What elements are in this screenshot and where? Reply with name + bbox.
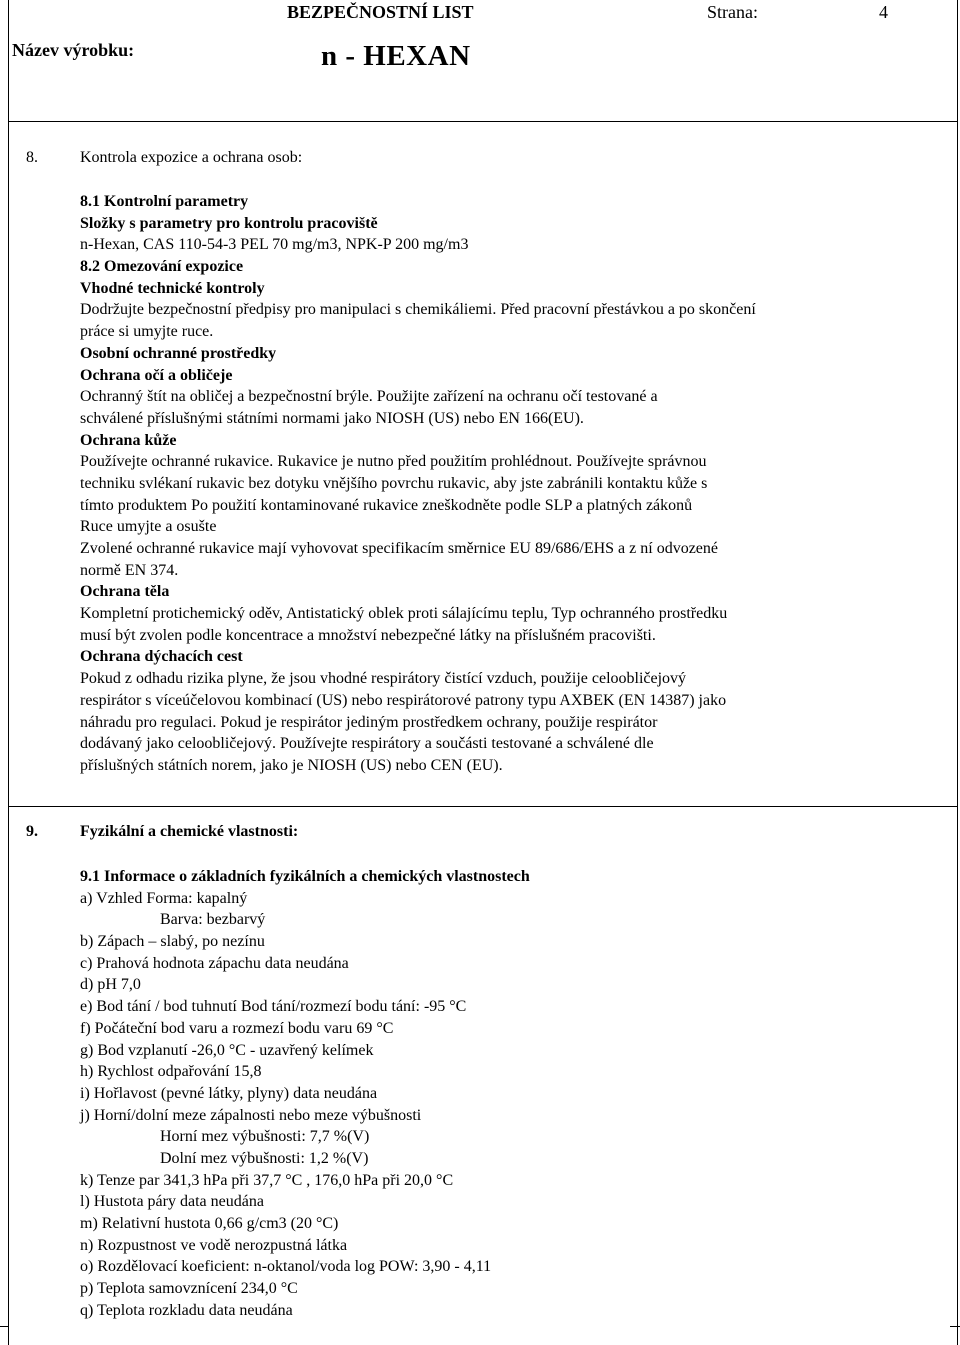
subheading-line: 8.2 Omezování expozice (80, 258, 244, 276)
text-line: k) Tenze par 341,3 hPa při 37,7 °C , 176,0 hPa při 20,0 °C (80, 1171, 454, 1189)
text-line: Používejte ochranné rukavice. Rukavice je nutno před použitím prohlédnout. Používejte správnou (80, 453, 707, 471)
section9-body (80, 866, 860, 1321)
section9-number: 9. (26, 823, 38, 840)
document-title: BEZPEČNOSTNÍ LIST (287, 2, 474, 22)
subheading-line: Složky s parametry pro kontrolu pracoviště (80, 214, 378, 232)
text-line: i) Hořlavost (pevné látky, plyny) data neudána (80, 1084, 378, 1102)
section9-title: Fyzikální a chemické vlastnosti: (80, 823, 299, 840)
subheading-line: Ochrana těla (80, 583, 170, 601)
text-line: j) Horní/dolní meze zápalnosti nebo meze výbušnosti (80, 1106, 422, 1124)
text-line: Ruce umyjte a osušte (80, 518, 217, 536)
text-line: n-Hexan, CAS 110-54-3 PEL 70 mg/m3, NPK-P 200 mg/m3 (80, 236, 469, 254)
subheading-line: Ochrana očí a obličeje (80, 366, 233, 384)
footer-tick-right (950, 1326, 960, 1327)
section8-divider (8, 806, 958, 807)
header-divider (8, 121, 958, 122)
text-line: tímto produktem Po použití kontaminované rukavice zneškodněte podle SLP a platných zákonů (80, 496, 693, 514)
text-line: respirátor s víceúčelovou kombinací (US) nebo respirátorové patrony typu AXBEK (EN 14387) jako (80, 691, 727, 709)
text-line: musí být zvolen podle koncentrace a množství nebezpečné látky na příslušném pracovišti. (80, 626, 656, 644)
text-line: techniku svlékaní rukavic bez dotyku vnějšího povrchu rukavic, aby jste zabránili kontaktu kůže s (80, 474, 708, 492)
subheading-line: 8.1 Kontrolní parametry (80, 193, 249, 210)
text-line: Zvolené ochranné rukavice mají vyhovovat specifikacím směrnice EU 89/686/EHS a z ní odvozené (80, 540, 719, 557)
page-label: Strana: (707, 2, 758, 22)
product-name: n - HEXAN (321, 40, 471, 72)
footer-tick-left (0, 1326, 8, 1327)
text-line: a) Vzhled Forma: kapalný (80, 889, 248, 907)
text-line: e) Bod tání / bod tuhnutí Bod tání/rozmezí bodu tání: -95 °C (80, 998, 467, 1016)
subheading-line: Vhodné technické kontroly (80, 279, 265, 297)
text-line: f) Počáteční bod varu a rozmezí bodu varu 69 °C (80, 1019, 394, 1037)
text-line: náhradu pro regulaci. Pokud je respirátor jediným prostředkem ochrany, použije respirátor (80, 713, 658, 731)
subheading-line: 9.1 Informace o základních fyzikálních a chemických vlastnostech (80, 868, 530, 885)
text-line: m) Relativní hustota 0,66 g/cm3 (20 °C) (80, 1215, 339, 1232)
text-line: Kompletní protichemický oděv, Antistatický oblek proti sálajícímu teplu, Typ ochranného prostředku (80, 605, 728, 623)
text-line: Dodržujte bezpečnostní předpisy pro manipulaci s chemikáliemi. Před pracovní přestávkou a po skončení (80, 301, 756, 319)
text-line: práce si umyjte ruce. (80, 323, 214, 341)
section8-title: Kontrola expozice a ochrana osob: (80, 149, 303, 166)
text-line: g) Bod vzplanutí -26,0 °C - uzavřený kelímek (80, 1041, 374, 1059)
text-line: Dolní mez výbušnosti: 1,2 %(V) (160, 1149, 369, 1167)
text-line: příslušných státních norem, jako je NIOSH (US) nebo CEN (EU). (80, 756, 503, 774)
subheading-line: Ochrana kůže (80, 431, 177, 449)
text-line: normě EN 374. (80, 561, 179, 579)
text-line: Barva: bezbarvý (160, 911, 266, 929)
frame-left-border (8, 0, 9, 1345)
subheading-line: Osobní ochranné prostředky (80, 344, 277, 362)
subheading-line: Ochrana dýchacích cest (80, 648, 243, 666)
section8-number: 8. (26, 149, 38, 166)
section8-body (80, 191, 860, 777)
page-number: 4 (879, 2, 888, 22)
text-line: b) Zápach – slabý, po nezínu (80, 933, 265, 951)
text-line: p) Teplota samovznícení 234,0 °C (80, 1280, 298, 1298)
frame-right-border (957, 0, 958, 1345)
text-line: Pokud z odhadu rizika plyne, že jsou vhodné respirátory čistící vzduch, použije celoobličejový (80, 670, 687, 688)
text-line: schválené příslušnými státními normami jako NIOSH (US) nebo EN 166(EU). (80, 409, 584, 427)
text-line: Horní mez výbušnosti: 7,7 %(V) (160, 1128, 370, 1146)
text-line: o) Rozdělovací koeficient: n-oktanol/voda log POW: 3,90 - 4,11 (80, 1258, 492, 1276)
text-line: n) Rozpustnost ve vodě nerozpustná látka (80, 1236, 348, 1254)
text-line: Ochranný štít na obličej a bezpečnostní brýle. Použijte zařízení na ochranu očí testované a (80, 388, 658, 406)
text-line: l) Hustota páry data neudána (80, 1193, 264, 1211)
text-line: q) Teplota rozkladu data neudána (80, 1301, 293, 1319)
text-line: d) pH 7,0 (80, 976, 141, 994)
text-line: h) Rychlost odpařování 15,8 (80, 1063, 262, 1081)
text-line: c) Prahová hodnota zápachu data neudána (80, 954, 349, 972)
product-label: Název výrobku: (12, 40, 135, 60)
text-line: dodávaný jako celoobličejový. Používejte respirátory a součásti testované a schválené dle (80, 735, 654, 753)
